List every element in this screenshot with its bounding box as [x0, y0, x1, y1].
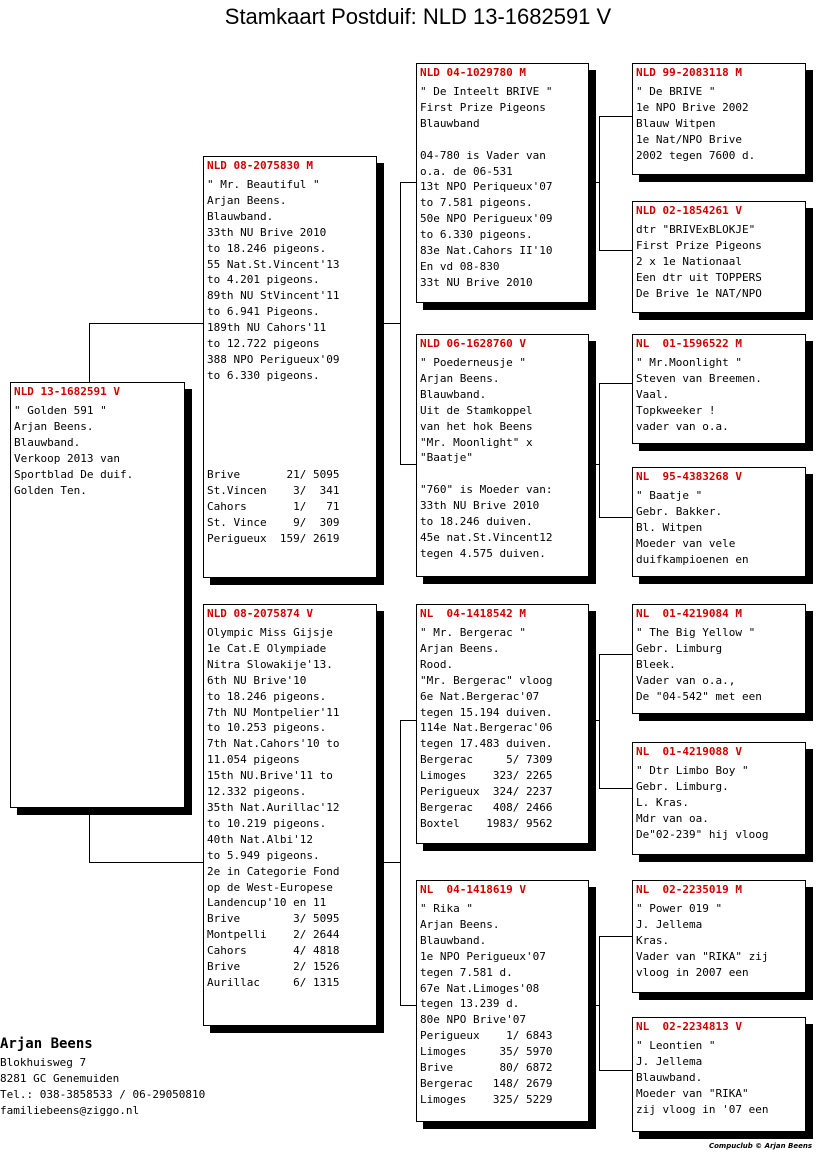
connector-line: [89, 808, 90, 863]
connector-line: [599, 517, 633, 518]
connector-line: [599, 1070, 633, 1071]
connector-line: [400, 464, 417, 465]
pedigree-card-maternal-grandfather: [416, 604, 589, 844]
ring-number: NLD 08-2075830 M: [207, 159, 313, 172]
pigeon-info: " Mr. Bergerac " Arjan Beens. Rood. "Mr. Bergerac" vloog 6e Nat.Bergerac'07 tegen 15.194 duiven. 114e Nat.Bergerac'06 tegen 17.483 duiven. Bergerac 5/ 7309 Limoges 323/ 2265 Perigueux 324/ 2237 Bergerac 408/ 2466 Boxtel 1983/ 9562: [420, 626, 553, 830]
connector-line: [599, 654, 633, 655]
ring-number: NLD 04-1029780 M: [420, 66, 526, 79]
ring-number: NL 04-1418542 M: [420, 607, 526, 620]
pigeon-info: " Power 019 " J. Jellema Kras. Vader van "RIKA" zij vloog in 2007 een: [636, 902, 769, 979]
connector-line: [400, 720, 401, 1006]
pedigree-card-ggm-4: [632, 1017, 806, 1132]
owner-email: familiebeens@ziggo.nl: [0, 1103, 140, 1117]
pedigree-card-paternal-grandfather: [416, 63, 589, 303]
pedigree-card-father: [203, 156, 377, 578]
ring-number: NL 02-2234813 V: [636, 1020, 742, 1033]
ring-number: NLD 02-1854261 V: [636, 204, 742, 217]
pigeon-info: " De Inteelt BRIVE " First Prize Pigeons Blauwband 04-780 is Vader van o.a. de 06-531 13t NPO Periqueux'07 to 7.581 pigeons. 50e NPO Perigueux'09 to 6.330 pigeons. 83e Nat.Cahors II'10 En vd 08-830 33t NU Brive 2010: [420, 85, 553, 289]
pigeon-info: " The Big Yellow " Gebr. Limburg Bleek. Vader van o.a., De "04-542" met een: [636, 626, 762, 703]
owner-phone: Tel.: 038-3858533 / 06-29050810: [0, 1087, 206, 1101]
connector-line: [599, 250, 633, 251]
connector-line: [89, 323, 90, 384]
pedigree-card-ggm-3: [632, 742, 806, 855]
pigeon-info: " Poederneusje " Arjan Beens. Blauwband. Uit de Stamkoppel van het hok Beens "Mr. Moonlight" x "Baatje" "760" is Moeder van: 33th NU Brive 2010 to 18.246 duiven. 45e nat.St.Vincent12 tegen 4.575 duiven.: [420, 356, 553, 560]
pigeon-info: " Golden 591 " Arjan Beens. Blauwband. Verkoop 2013 van Sportblad De duif. Golden Ten.: [14, 404, 134, 497]
connector-line: [89, 862, 204, 863]
connector-line: [400, 182, 417, 183]
connector-line: [89, 323, 204, 324]
connector-line: [376, 323, 401, 324]
ring-number: NLD 99-2083118 M: [636, 66, 742, 79]
connector-line: [400, 182, 401, 465]
pigeon-info: " De BRIVE " 1e NPO Brive 2002 Blauw Witpen 1e Nat/NPO Brive 2002 tegen 7600 d.: [636, 85, 756, 162]
ring-number: NL 01-4219088 V: [636, 745, 742, 758]
pedigree-card-ggf-3: [632, 604, 806, 714]
connector-line: [599, 116, 600, 251]
pedigree-card-subject: [10, 382, 185, 808]
pigeon-info: " Baatje " Gebr. Bakker. Bl. Witpen Moeder van vele duifkampioenen en: [636, 489, 749, 566]
page-title: Stamkaart Postduif: NLD 13-1682591 V: [224, 4, 612, 29]
owner-street: Blokhuisweg 7: [0, 1056, 87, 1069]
ring-number: NLD 13-1682591 V: [14, 385, 120, 398]
connector-line: [599, 116, 633, 117]
connector-line: [599, 383, 600, 518]
pigeon-info: " Rika " Arjan Beens. Blauwband. 1e NPO Perigueux'07 tegen 7.581 d. 67e Nat.Limoges'08 tegen 13.239 d. 80e NPO Brive'07 Perigueux 1/ 6843 Limoges 35/ 5970 Brive 80/ 6872 Bergerac 148/ 2679 Limoges 325/ 5229: [420, 902, 553, 1106]
connector-line: [599, 788, 633, 789]
pigeon-info: " Mr.Moonlight " Steven van Breemen. Vaal. Topkweeker ! vader van o.a.: [636, 356, 762, 433]
ring-number: NL 95-4383268 V: [636, 470, 742, 483]
pedigree-card-ggm-2: [632, 467, 806, 577]
ring-number: NL 01-4219084 M: [636, 607, 742, 620]
connector-line: [599, 936, 600, 1071]
connector-line: [599, 654, 600, 789]
owner-city: 8281 GC Genemuiden: [0, 1071, 120, 1085]
pedigree-card-ggf-2: [632, 334, 806, 444]
pigeon-info: " Mr. Beautiful " Arjan Beens. Blauwband. 33th NU Brive 2010 to 18.246 pigeons. 55 Nat.St.Vincent'13 to 4.201 pigeons. 89th NU StVincent'11 to 6.941 Pigeons. 189th NU Cahors'11 to 12.722 pigeons 388 NPO Perigueux'09 to 6.330 pigeons.: [207, 178, 340, 382]
ring-number: NLD 06-1628760 V: [420, 337, 526, 350]
connector-line: [376, 862, 401, 863]
connector-line: [599, 383, 633, 384]
ring-number: NL 01-1596522 M: [636, 337, 742, 350]
ring-number: NL 02-2235019 M: [636, 883, 742, 896]
pigeon-info: " Leontien " J. Jellema Blauwband. Moeder van "RIKA" zij vloog in '07 een: [636, 1039, 769, 1116]
pedigree-card-ggf-4: [632, 880, 806, 993]
footer-copyright: Compuclub © Arjan Beens: [708, 1142, 812, 1150]
connector-line: [400, 1005, 417, 1006]
ring-number: NLD 08-2075874 V: [207, 607, 313, 620]
pedigree-card-ggm-1: [632, 201, 806, 313]
pedigree-card-ggf-1: [632, 63, 806, 175]
pigeon-info: dtr "BRIVExBLOKJE" First Prize Pigeons 2 x 1e Nationaal Een dtr uit TOPPERS De Brive 1e NAT/NPO: [636, 223, 762, 300]
owner-info: [0, 1035, 205, 1119]
race-results: Brive 21/ 5095 St.Vincen 3/ 341 Cahors 1/ 71 St. Vince 9/ 309 Perigueux 159/ 2619: [207, 468, 340, 545]
pedigree-card-mother: [203, 604, 377, 1026]
ring-number: NL 04-1418619 V: [420, 883, 526, 896]
pedigree-card-paternal-grandmother: [416, 334, 589, 577]
pigeon-info: Olympic Miss Gijsje 1e Cat.E Olympiade Nitra Slowakije'13. 6th NU Brive'10 to 18.246 pigeons. 7th NU Montpelier'11 to 10.253 pigeons. 7th Nat.Cahors'10 to 11.054 pigeons 15th NU.Brive'11 to 12.332 pigeons. 35th Nat.Aurillac'12 to 10.219 pigeons. 40th Nat.Albi'12 to 5.949 pigeons. 2e in Categorie Fond op de West-Europese Landencup'10 en 11 Brive 3/ 5095 Montpelli 2/ 2644 Cahors 4/ 4818 Brive 2/ 1526 Aurillac 6/ 1315: [207, 626, 340, 989]
pigeon-info: " Dtr Limbo Boy " Gebr. Limburg. L. Kras. Mdr van oa. De"02-239" hij vloog: [636, 764, 769, 841]
connector-line: [400, 720, 417, 721]
connector-line: [599, 936, 633, 937]
pedigree-card-maternal-grandmother: [416, 880, 589, 1122]
owner-name: Arjan Beens: [0, 1036, 93, 1052]
